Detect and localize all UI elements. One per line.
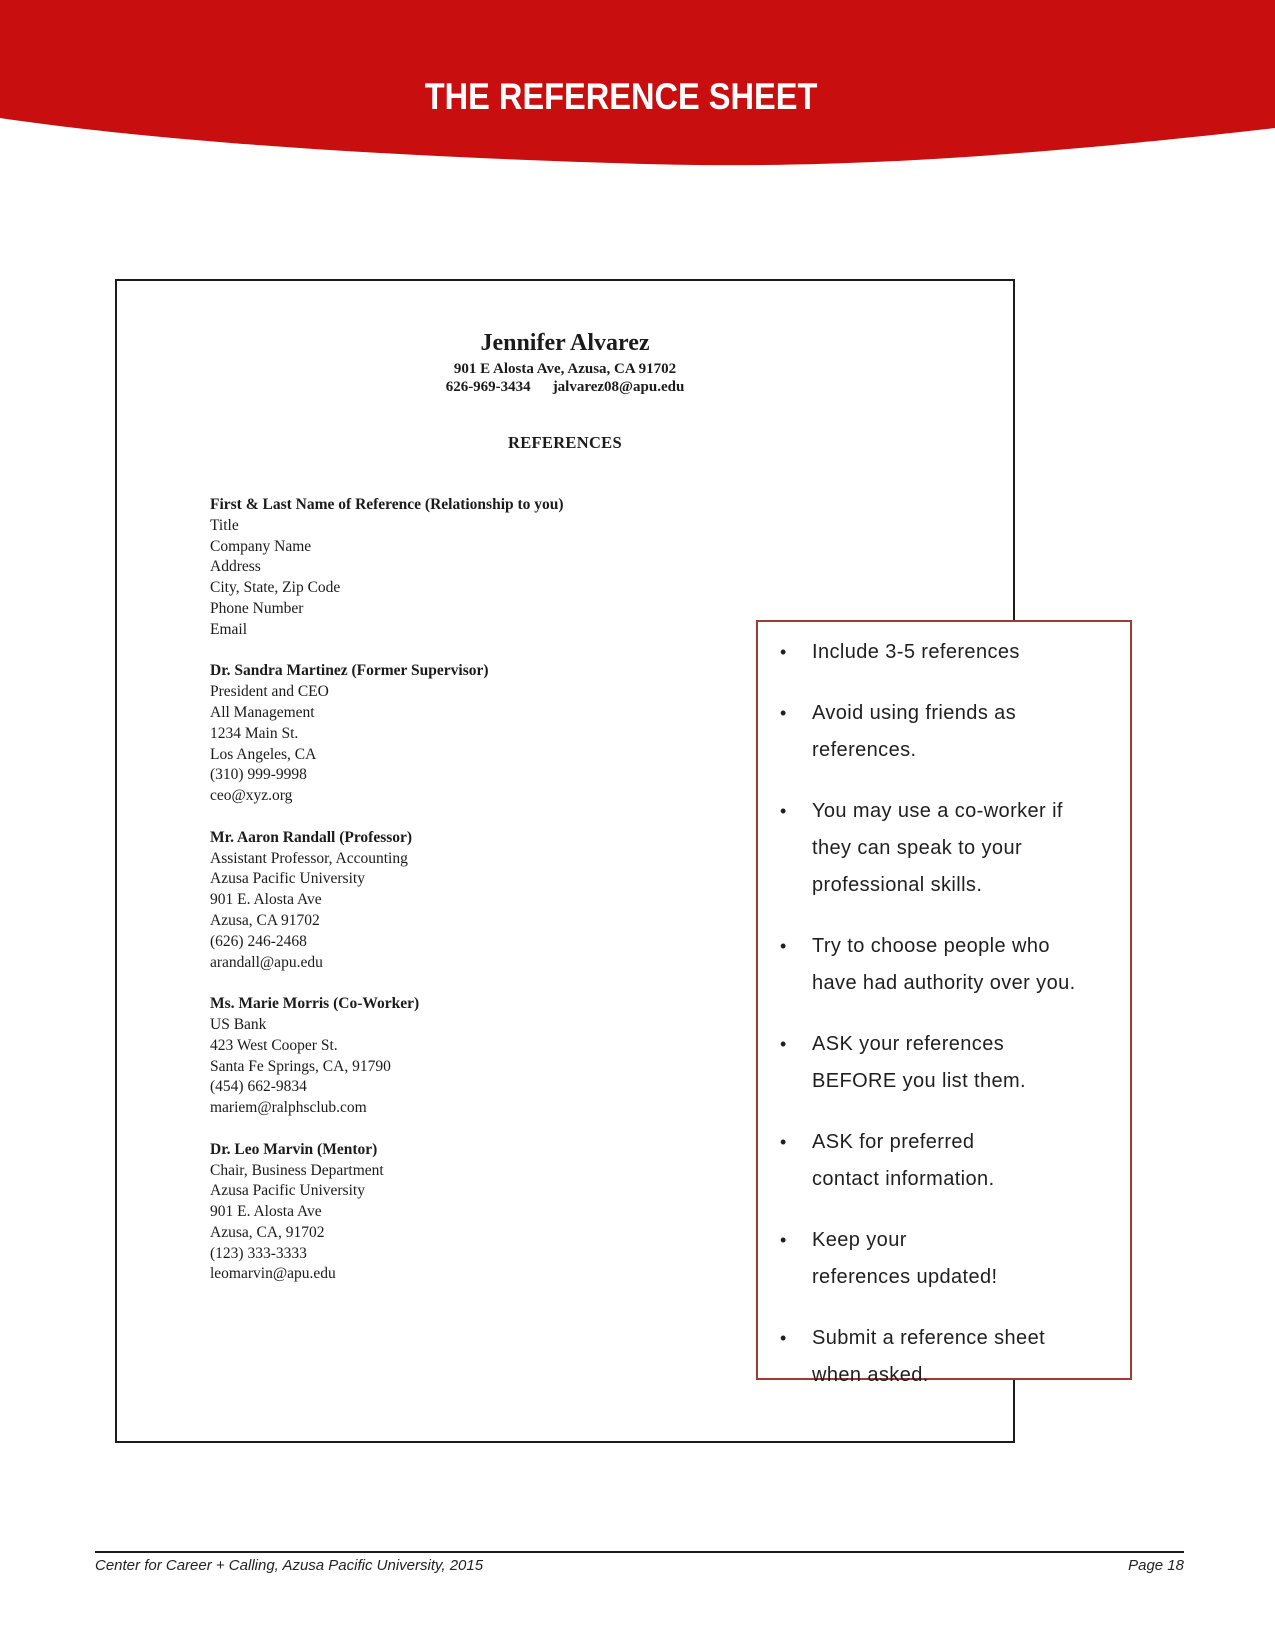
tip-line: ASK for preferred [812, 1131, 975, 1153]
sample-address: 901 E Alosta Ave, Azusa, CA 91702 [453, 361, 677, 377]
reference-line: 1234 Main St. [210, 724, 299, 742]
reference-line: All Management [210, 703, 315, 721]
reference-line: (123) 333-3333 [210, 1244, 307, 1262]
header-banner [0, 0, 1275, 200]
reference-header: Dr. Sandra Martinez (Former Supervisor) [210, 662, 489, 680]
tip-item [778, 1222, 1116, 1296]
tip-line: Avoid using friends as [812, 702, 1017, 724]
tip-line: professional skills. [812, 874, 983, 896]
bullet-icon: • [780, 1328, 787, 1348]
reference-line: Title [210, 516, 239, 534]
sample-email: jalvarez08@apu.edu [552, 379, 685, 395]
reference-line: 901 E. Alosta Ave [210, 891, 322, 909]
reference-line: ceo@xyz.org [210, 787, 293, 805]
reference-header: Ms. Marie Morris (Co-Worker) [210, 995, 420, 1013]
reference-line: Azusa, CA 91702 [210, 911, 320, 929]
reference-line: Address [210, 558, 261, 576]
reference-line: (626) 246-2468 [210, 932, 307, 950]
bullet-icon: • [780, 1132, 787, 1152]
tip-line: You may use a co-worker if [812, 800, 1063, 822]
reference-line: Los Angeles, CA [210, 745, 317, 763]
reference-block-template [210, 495, 973, 641]
tips-callout-box [756, 620, 1132, 1386]
reference-line: (310) 999-9998 [210, 766, 307, 784]
page-title: THE REFERENCE SHEET [425, 76, 818, 117]
reference-line: Company Name [210, 537, 312, 555]
bullet-icon: • [780, 936, 787, 956]
tip-line: Keep your [812, 1229, 907, 1251]
reference-header: Dr. Leo Marvin (Mentor) [210, 1140, 378, 1158]
reference-line: Azusa, CA, 91702 [210, 1223, 325, 1241]
tip-item [778, 1320, 1116, 1394]
reference-line: Santa Fe Springs, CA, 91790 [210, 1057, 391, 1075]
reference-line: Email [210, 620, 248, 638]
reference-line: Azusa Pacific University [210, 870, 365, 888]
reference-line: arandall@apu.edu [210, 953, 323, 971]
reference-line: Assistant Professor, Accounting [210, 849, 408, 867]
footer [95, 1557, 1184, 1574]
tip-item [778, 793, 1116, 904]
references-heading: REFERENCES [508, 433, 622, 452]
footer-page-number: Page 18 [1128, 1557, 1184, 1574]
reference-line: City, State, Zip Code [210, 579, 341, 597]
sample-contact-line [117, 379, 1013, 396]
tip-line: Include 3-5 references [812, 641, 1020, 663]
bullet-icon: • [780, 801, 787, 821]
bullet-icon: • [780, 1230, 787, 1250]
tip-line: Try to choose people who [812, 935, 1050, 957]
tip-line: contact information. [812, 1168, 995, 1190]
tips-list [778, 634, 1116, 1394]
reference-line: Phone Number [210, 599, 304, 617]
tip-line: they can speak to your [812, 837, 1023, 859]
bullet-icon: • [780, 642, 787, 662]
tip-item [778, 1124, 1116, 1198]
sample-phone: 626-969-3434 [445, 379, 531, 395]
tip-line: ASK your references [812, 1033, 1005, 1055]
reference-line: (454) 662-9834 [210, 1078, 307, 1096]
reference-line: leomarvin@apu.edu [210, 1265, 336, 1283]
reference-line: mariem@ralphsclub.com [210, 1099, 367, 1117]
tip-line: have had authority over you. [812, 972, 1076, 994]
tip-line: references updated! [812, 1266, 998, 1288]
tip-line: BEFORE you list them. [812, 1070, 1027, 1092]
reference-line: 423 West Cooper St. [210, 1036, 338, 1054]
reference-line: Azusa Pacific University [210, 1182, 365, 1200]
footer-source-text: Center for Career + Calling, Azusa Pacific University, 2015 [95, 1557, 484, 1574]
tip-line: Submit a reference sheet [812, 1327, 1046, 1349]
sample-name: Jennifer Alvarez [480, 330, 650, 356]
footer-divider [95, 1551, 1184, 1553]
tip-item [778, 695, 1116, 769]
tip-line: when asked. [812, 1364, 929, 1386]
reference-line: US Bank [210, 1015, 267, 1033]
bullet-icon: • [780, 1034, 787, 1054]
tip-item [778, 1026, 1116, 1100]
tip-item [778, 634, 1116, 671]
reference-line: President and CEO [210, 683, 329, 701]
tip-line: references. [812, 739, 917, 761]
reference-header: Mr. Aaron Randall (Professor) [210, 828, 413, 846]
reference-line: 901 E. Alosta Ave [210, 1203, 322, 1221]
bullet-icon: • [780, 703, 787, 723]
reference-header: First & Last Name of Reference (Relationship to you) [210, 496, 564, 513]
reference-line: Chair, Business Department [210, 1161, 384, 1179]
tip-item [778, 928, 1116, 1002]
